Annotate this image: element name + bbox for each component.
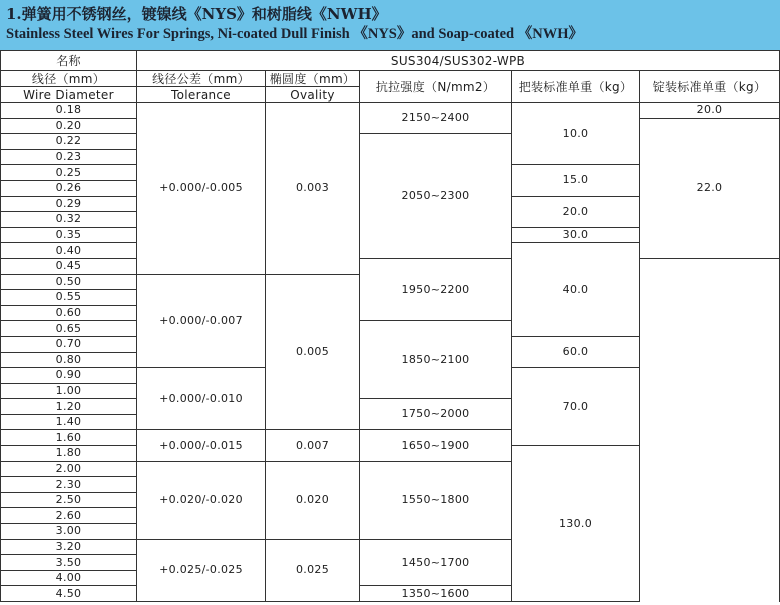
diameter-cell: 0.60 — [1, 305, 137, 321]
tensile-header: 抗拉强度（N/mm2） — [360, 71, 512, 103]
spool-weight-cell: 22.0 — [640, 118, 780, 258]
diameter-cell: 1.60 — [1, 430, 137, 446]
tensile-cell: 1950~2200 — [360, 258, 512, 320]
reel-weight-cell: 10.0 — [512, 103, 640, 165]
tolerance-cell: +0.000/-0.007 — [137, 274, 266, 368]
diameter-header-cn: 线径（mm） — [1, 71, 137, 87]
diameter-cell: 2.00 — [1, 461, 137, 477]
diameter-cell: 0.70 — [1, 336, 137, 352]
diameter-cell: 1.80 — [1, 446, 137, 462]
ovality-header-en: Ovality — [266, 87, 360, 103]
spool-weight-empty — [640, 258, 780, 601]
ovality-cell: 0.003 — [266, 103, 360, 275]
reel-weight-cell: 20.0 — [512, 196, 640, 227]
title-chinese: 1.弹簧用不锈钢丝，镀镍线《NYS》和树脂线《NWH》 — [6, 5, 387, 23]
ovality-cell: 0.025 — [266, 539, 360, 601]
tensile-cell: 1750~2000 — [360, 399, 512, 430]
diameter-cell: 0.18 — [1, 103, 137, 119]
tensile-cell: 1550~1800 — [360, 461, 512, 539]
diameter-cell: 3.20 — [1, 539, 137, 555]
tensile-cell: 1850~2100 — [360, 321, 512, 399]
diameter-cell: 2.30 — [1, 477, 137, 493]
diameter-cell: 4.50 — [1, 586, 137, 602]
diameter-cell: 3.50 — [1, 555, 137, 571]
tensile-cell: 2050~2300 — [360, 134, 512, 259]
diameter-cell: 4.00 — [1, 570, 137, 586]
diameter-cell: 0.25 — [1, 165, 137, 181]
diameter-cell: 0.35 — [1, 227, 137, 243]
tolerance-header-cn: 线径公差（mm） — [137, 71, 266, 87]
reel-weight-cell: 40.0 — [512, 243, 640, 337]
diameter-cell: 0.80 — [1, 352, 137, 368]
diameter-cell: 0.20 — [1, 118, 137, 134]
title-banner — [0, 0, 780, 50]
diameter-cell: 2.50 — [1, 492, 137, 508]
diameter-cell: 1.20 — [1, 399, 137, 415]
name-label: 名称 — [1, 51, 137, 71]
diameter-cell: 2.60 — [1, 508, 137, 524]
diameter-header-en: Wire Diameter — [1, 87, 137, 103]
tolerance-cell: +0.020/-0.020 — [137, 461, 266, 539]
grade-cell: SUS304/SUS302-WPB — [137, 51, 780, 71]
diameter-cell: 0.65 — [1, 321, 137, 337]
tensile-cell: 1650~1900 — [360, 430, 512, 461]
diameter-cell: 3.00 — [1, 524, 137, 540]
diameter-cell: 0.32 — [1, 212, 137, 228]
tolerance-cell: +0.000/-0.015 — [137, 430, 266, 461]
tolerance-header-en: Tolerance — [137, 87, 266, 103]
spool-weight-header: 锭装标准单重（kg） — [640, 71, 780, 103]
reel-weight-header: 把装标准单重（kg） — [512, 71, 640, 103]
tolerance-cell: +0.000/-0.005 — [137, 103, 266, 275]
ovality-cell: 0.007 — [266, 430, 360, 461]
tensile-cell: 2150~2400 — [360, 103, 512, 134]
tensile-cell: 1350~1600 — [360, 586, 512, 602]
spec-table — [0, 50, 780, 602]
reel-weight-cell: 15.0 — [512, 165, 640, 196]
table-body — [1, 103, 780, 602]
diameter-cell: 0.22 — [1, 134, 137, 150]
diameter-cell: 0.45 — [1, 258, 137, 274]
table-row — [1, 258, 780, 274]
diameter-cell: 0.40 — [1, 243, 137, 259]
ovality-cell: 0.005 — [266, 274, 360, 430]
reel-weight-cell: 30.0 — [512, 227, 640, 243]
ovality-cell: 0.020 — [266, 461, 360, 539]
diameter-cell: 0.26 — [1, 180, 137, 196]
diameter-cell: 0.50 — [1, 274, 137, 290]
tolerance-cell: +0.000/-0.010 — [137, 368, 266, 430]
diameter-cell: 0.29 — [1, 196, 137, 212]
diameter-cell: 1.00 — [1, 383, 137, 399]
tensile-cell: 1450~1700 — [360, 539, 512, 586]
diameter-cell: 0.55 — [1, 290, 137, 306]
reel-weight-cell: 70.0 — [512, 368, 640, 446]
tolerance-cell: +0.025/-0.025 — [137, 539, 266, 601]
diameter-cell: 0.23 — [1, 149, 137, 165]
title-english: Stainless Steel Wires For Springs, Ni-coated Dull Finish 《NYS》and Soap-coated 《NWH》 — [6, 26, 583, 42]
table-row — [1, 103, 780, 119]
reel-weight-cell: 130.0 — [512, 446, 640, 602]
reel-weight-cell: 60.0 — [512, 336, 640, 367]
diameter-cell: 0.90 — [1, 368, 137, 384]
diameter-cell: 1.40 — [1, 414, 137, 430]
spool-weight-cell: 20.0 — [640, 103, 780, 119]
ovality-header-cn: 椭圆度（mm） — [266, 71, 360, 87]
